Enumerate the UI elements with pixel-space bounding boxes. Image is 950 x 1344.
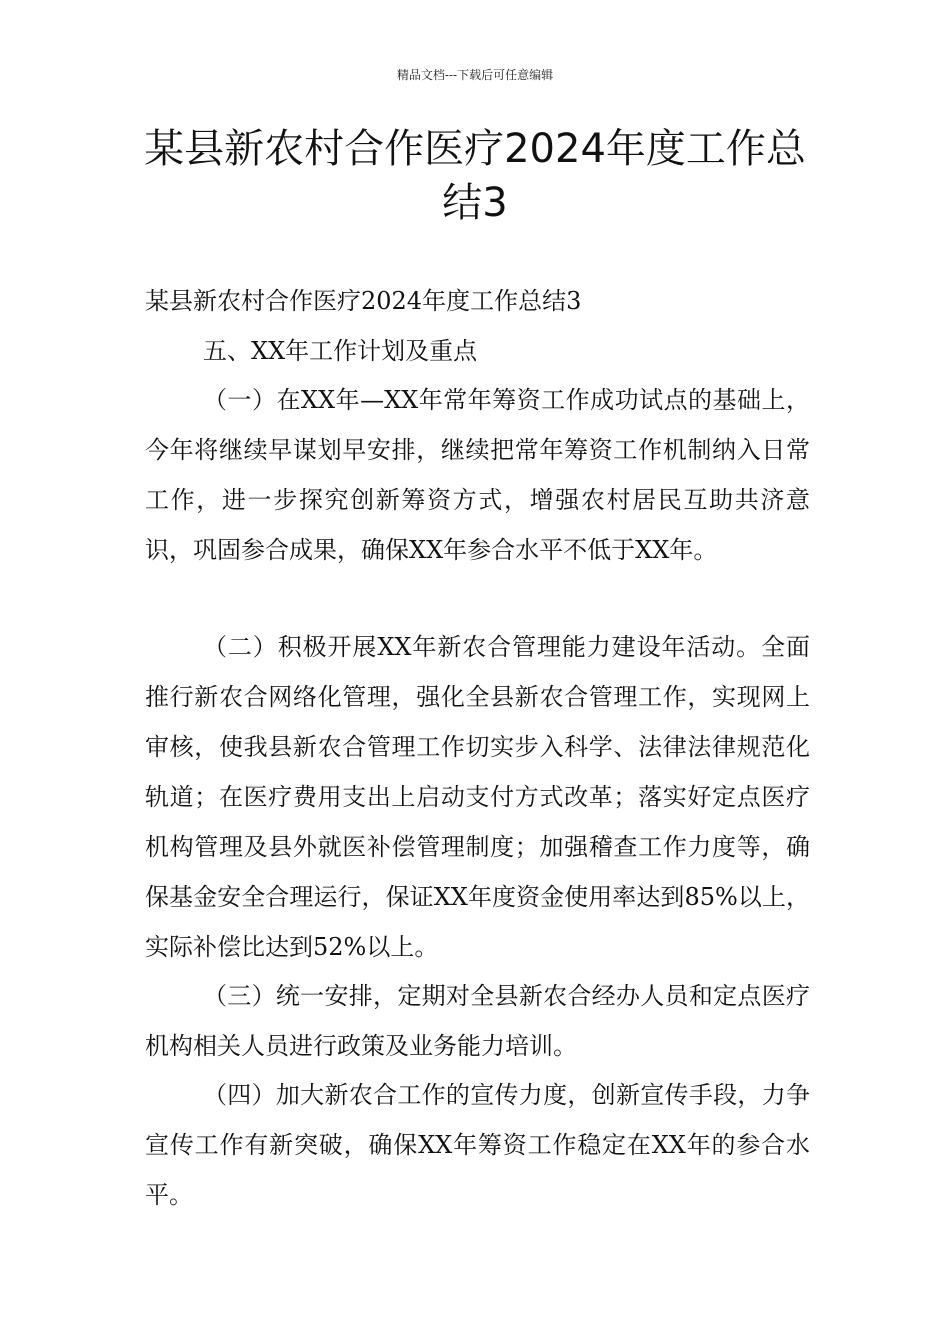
paragraph-3: （三）统一安排，定期对全县新农合经办人员和定点医疗机构相关人员进行政策及业务能力培训。 <box>145 982 810 1060</box>
paragraph-2: （二）积极开展XX年新农合管理能力建设年活动。全面推行新农合网络化管理，强化全县新农合管理工作，实现网上审核，使我县新农合管理工作切实步入科学、法律法律规范化轨道；在医疗费用支出上启动支付方式改革；落实好定点医疗机构管理及县外就医补偿管理制度；加强稽查工作力度等，确保基金安全合理运行，保证XX年度资金使用率达到85%以上，实际补偿比达到52%以上。 <box>145 633 810 961</box>
paragraph-4: （四）加大新农合工作的宣传力度，创新宣传手段，力争宣传工作有新突破，确保XX年筹资工作稳定在XX年的参合水平。 <box>145 1081 810 1209</box>
document-title: 某县新农村合作医疗2024年度工作总结3 <box>144 126 806 226</box>
document-subtitle: 某县新农村合作医疗2024年度工作总结3 <box>145 287 582 315</box>
header-note: 精品文档---下载后可任意编辑 <box>396 68 554 82</box>
section-heading: 五、XX年工作计划及重点 <box>203 337 478 365</box>
paragraph-1: （一）在XX年—XX年常年筹资工作成功试点的基础上，今年将继续早谋划早安排，继续把常年筹资工作机制纳入日常工作，进一步探究创新筹资方式，增强农村居民互助共济意识，巩固参合成果，确保XX年参合水平不低于XX年。 <box>145 386 810 564</box>
